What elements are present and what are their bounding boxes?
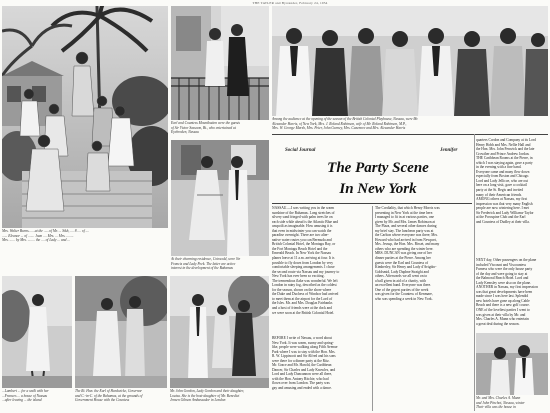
text-line: sunshine of the Bahamas. Long stretches of xyxy=(272,210,335,215)
caption-line: Among the audience at the opening of the season of the British Colonial Playhouse, Nassau, were Mr. xyxy=(272,117,419,121)
caption-line: ...after leaving ... the island xyxy=(2,398,42,403)
text-line: was given for the Countess of Kenmare, xyxy=(375,292,433,297)
caption-line: Mr. John Gordon, Lady Gordon and their daughter, xyxy=(170,389,245,393)
caption-top-left xyxy=(2,229,168,245)
text-line: others who are spending the winter here. xyxy=(375,246,434,251)
photo-balcony-couple xyxy=(171,6,269,120)
section-label-left: Social Journal xyxy=(285,148,316,153)
text-line: Park where I was to stay with the Hon. Mrs. xyxy=(272,349,336,354)
photo-playhouse-audience xyxy=(272,6,548,116)
text-line: Mr. Grace and Mr. Harold, the Caribbean xyxy=(272,363,332,368)
text-line: Sir Frederick and Lady Williams-Taylor xyxy=(476,210,534,215)
rule-under-title xyxy=(272,203,472,204)
text-line: the Duke and Duchess of Windsor had arrived xyxy=(272,292,339,297)
text-line: that even in midwinter you can watch the xyxy=(272,228,332,233)
caption-middle-right xyxy=(171,257,269,273)
caption-line: ...Frances ... a house of Nassau xyxy=(2,393,48,398)
text-line: impression was that very many English xyxy=(476,201,533,206)
text-line: a great deal during the season. xyxy=(476,321,520,326)
text-line: Lady Kemsley were also on the plane. xyxy=(476,280,531,285)
text-line: the Balmoral Beach Hotel. Lord and xyxy=(476,276,529,281)
text-line: Mrs. Jessup, the Hon. Mrs. Bisset, and many xyxy=(375,242,440,247)
text-line: New York has ever been so exciting. xyxy=(272,274,325,279)
text-line: native water routes you can Bermuda and xyxy=(272,237,332,242)
caption-top-right xyxy=(272,117,548,133)
text-line: MRS. DUNCAN was giving one of her xyxy=(375,251,432,256)
text-line: for the season, shown on the shore where xyxy=(272,287,332,292)
text-line: were there for a dinner party at the Ritz. xyxy=(272,358,330,363)
text-line: and Countess of Dudley at their villa. xyxy=(476,219,530,224)
article-column-4 xyxy=(476,138,548,253)
photo-gordon-family xyxy=(170,276,269,388)
text-line: made since I was here last. Splendid xyxy=(476,294,529,299)
caption-top-middle xyxy=(171,121,269,137)
caption-line: At their charming residence, Cotswold, were Sir xyxy=(171,257,241,261)
text-line: comfortable sleeping arrangements. I chose xyxy=(272,265,335,270)
photo-munn-couple xyxy=(476,333,548,395)
text-line: One of the gayest parties of the week xyxy=(375,287,429,292)
column-divider xyxy=(372,206,373,411)
running-head: THE TATLER and Bystander, February 24, 1954 xyxy=(252,1,328,5)
caption-bottom-mid-left xyxy=(75,389,167,413)
caption-bottom-left xyxy=(2,389,72,413)
text-line: Henry Hobb and Mrs. Nellie Hall and xyxy=(476,142,531,147)
text-line: THE Caribbean Rooms at the Pierre, in xyxy=(476,156,533,161)
text-line: unspoilt as imaginable. How amusing it is xyxy=(272,224,333,229)
text-line: Kimberley, Sir Henry and Lady d'Avigdor- xyxy=(375,265,437,270)
text-line: which I was staying again, gave a party xyxy=(476,160,533,165)
caption-line: The Rt. Hon. the Earl of Hardwicke, Governor xyxy=(75,389,142,393)
text-line: The Cordiality, that which Henry Morris was xyxy=(375,206,440,210)
text-line: the Hon. Mrs. John Fenwick and the late xyxy=(476,147,535,152)
caption-line: and John Pinchot, Nassau, winter xyxy=(476,400,525,405)
text-line: flown over from London. The party was xyxy=(272,381,330,386)
text-line: the Isles. Mr. and Mrs. Douglas Fairbanks xyxy=(272,301,333,306)
text-line: party at the St. Regis and invited xyxy=(476,188,524,193)
column-divider xyxy=(474,134,475,411)
text-line: planes leave at 11 a.m. arriving at four. It is xyxy=(272,256,335,261)
text-line: R. W. Lippincott and Sir Alfred and his sons xyxy=(272,354,336,359)
text-line: new hotels have gone up along Cable xyxy=(476,298,530,303)
text-line: a ball given in aid of a charity, with xyxy=(375,278,426,283)
text-line: was that great developments have been xyxy=(476,289,533,294)
caption-bottom-mid-right xyxy=(170,389,269,413)
article-column-2 xyxy=(272,336,370,412)
text-line: in the evening with a fine band. xyxy=(476,165,522,170)
caption-line: Mrs. Walter Burns.......at the ......of Mr. ... Sikh, .... 8 .... of .... xyxy=(2,229,90,233)
text-line: the Fort Montagu Beach Hotel and the xyxy=(272,246,328,251)
caption-line: interest in the development of the Bahamas xyxy=(171,266,233,271)
caption-line: Louisa. She is the host-daughter of Mr. Benedict xyxy=(170,393,240,398)
text-line: New York. It was warm, sunny and spring- xyxy=(272,340,334,345)
text-line: an excellent band. Everyone was there. xyxy=(375,283,432,288)
caption-line: Francis and Lady Peek. The latter are active xyxy=(171,261,236,266)
text-line: many of their American friends. xyxy=(476,192,523,197)
text-line: guests were the Earl and Countess of xyxy=(375,260,429,265)
caption-line: Alexander Harris, of New York, Mrs. J. Roland Robinson, wife of Mr. Roland Robinson, M.P., xyxy=(272,121,407,126)
text-line: Mrs. Charles A. Munn who entertain xyxy=(476,317,529,322)
text-line: Furness who were the only house party xyxy=(476,267,533,272)
text-line: especially from Boston and Chicago. xyxy=(476,174,530,179)
text-line: quarters Cordon and Company at its Lord xyxy=(476,138,536,142)
text-line: AMONG others at Nassau, my first xyxy=(476,197,528,202)
rule-top xyxy=(272,134,548,135)
caption-line: Government House with the Countess xyxy=(75,398,130,403)
text-line: Beach and there is a new golf course. xyxy=(476,303,530,308)
text-line: dinner parties at the Pierre. Among her xyxy=(375,256,431,261)
text-line: the Carlton where everyone was there; Mrs. xyxy=(375,233,438,238)
text-line: here on a long visit, gave a cocktail xyxy=(476,183,527,188)
photo-governor-countess xyxy=(75,276,167,388)
text-line: Everyone came and many flew down xyxy=(476,169,530,174)
text-line: others. Afterwards we all went on to xyxy=(375,274,428,279)
caption-line: Mrs. ...... by Mrs. ........ the .... of Lady ... and ... xyxy=(2,238,70,243)
caption-line: Their villa was the house in xyxy=(476,405,516,410)
article-column-1 xyxy=(272,206,370,316)
caption-line: ...... Eleanor ... of ....... Joan .... Mrs. ... Mrs. ........ xyxy=(2,233,74,238)
text-line: with the Hon. Antony Ritchie, who had xyxy=(272,376,329,381)
text-line: of the day and were going to stay at xyxy=(476,271,528,276)
text-line: like, people were walking along Fifth Avenue xyxy=(272,345,338,350)
caption-bottom-right xyxy=(476,396,548,412)
text-line: paradise overnight. There are two alter- xyxy=(272,233,329,238)
text-line: I managed to fit in at various parties, one xyxy=(375,215,434,220)
article-column-3 xyxy=(375,206,473,411)
caption-line: of Sir Victor Sassoon, Bt., who entertained at xyxy=(171,125,236,130)
caption-line: Earl and Countess Mountbatten were the guests xyxy=(171,121,240,125)
text-line: The tremendous flake was wonderful. We left xyxy=(272,278,338,283)
text-line: Lord and Lady Jellicoe, who are out xyxy=(476,178,528,183)
caption-line: Eyebroden, Nassau xyxy=(171,130,199,135)
caption-line: Jensen Gibson Ambassador in London xyxy=(170,398,226,403)
text-line: Howard who had arrived in from Newport, xyxy=(375,237,437,242)
text-line: and a host of friends were at the dock and xyxy=(272,306,332,311)
text-line: the second route via Nassau and my journey to xyxy=(272,269,340,274)
text-line: to meet them at the airport for the Lord of xyxy=(272,296,333,301)
caption-line: Mrs. W. George Marsh, Mrs. Peter, John Gurney, Mrs. Cazenove and Mrs. Alexander Harris xyxy=(272,126,406,131)
text-line: Emerald Beach. In New York the Nassau xyxy=(272,251,331,256)
text-line: my brief stay. The luncheon party was at xyxy=(375,228,434,233)
caption-line: ...Lambert ... for a walk with her xyxy=(2,389,49,393)
article-column-5 xyxy=(476,258,548,330)
text-line: Dancer, Sir Charles and Lady Knowles, and xyxy=(272,367,336,372)
text-line: Goldsmid, Lady Daphne Straight and xyxy=(375,269,429,274)
article-title-line-2: In New York xyxy=(339,181,417,197)
text-line: people are now wintering here. I met xyxy=(476,206,529,211)
text-line: presenting in New York at the time here. xyxy=(375,210,434,215)
text-line: BEFORE I write of Nassau, a word about xyxy=(272,336,332,340)
caption-line: and C.-in-C. of the Bahamas, at the grounds of xyxy=(75,393,143,398)
text-line: gay and amusing and ended with a dance. xyxy=(272,386,332,391)
text-line: ONE of the loveliest parties I went to xyxy=(476,308,530,313)
text-line: Lord and Lady Duncannon were all there, xyxy=(272,372,333,377)
text-line: NASSAU.—I was writing you in the warm xyxy=(272,206,335,210)
photo-woman-walking xyxy=(2,276,72,388)
photo-peek-couple xyxy=(171,140,269,256)
article-title-line-1: The Party Scene xyxy=(327,160,429,176)
text-line: Crowther and Prince Andrew Jordan. xyxy=(476,151,530,156)
caption-line: Mr. and Mrs. Charles A. Munn xyxy=(476,396,521,400)
text-line: The Plaza, and several other dances during xyxy=(375,224,437,229)
photo-group-on-steps xyxy=(2,6,168,228)
text-line: we were soon at the British Colonial Hotel. xyxy=(272,310,335,315)
text-line: was given at their villa by Mr. and xyxy=(476,312,526,317)
text-line: who was spending a week in New York. xyxy=(375,296,433,301)
text-line: NEXT day, Other passengers on the plane xyxy=(476,258,537,262)
text-line: given by Mr. and Mrs. James Robinson at xyxy=(375,219,435,224)
section-label-right: Jennifer xyxy=(440,148,458,153)
text-line: at the Porcupine Club and the Earl xyxy=(476,215,526,220)
text-line: London in rainy fog, described as the coldest xyxy=(272,283,337,288)
text-line: each side while ahead is the Atlantic Blue and xyxy=(272,219,339,224)
text-line: ANOTHER in Nassau, my first impression xyxy=(476,285,538,290)
text-line: included Viscount and Viscountess xyxy=(476,262,527,267)
text-line: silvery sand fringed with palm trees lie on xyxy=(272,215,333,220)
text-line: possible to fly down from London by very xyxy=(272,260,333,265)
text-line: British Colonial Hotel, the Montagu Bay, or xyxy=(272,242,336,247)
